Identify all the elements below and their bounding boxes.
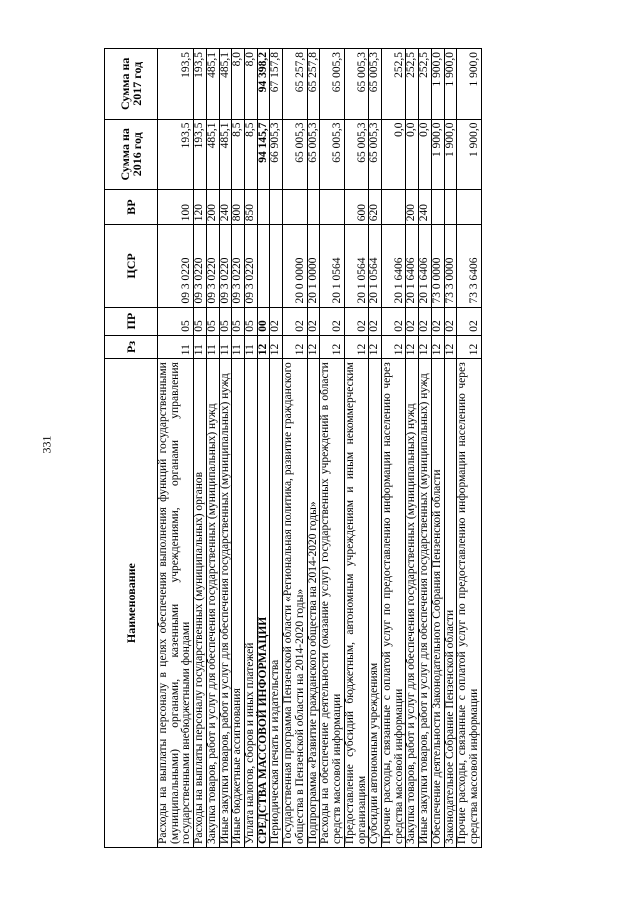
cell-sum-2017: 65 005,3	[320, 49, 344, 120]
table-row	[457, 49, 481, 848]
header-vr: ВР	[105, 190, 158, 225]
cell-csr: 09 3 0220	[245, 225, 258, 307]
cell-pr: 02	[431, 307, 444, 335]
cell-rz: 11	[232, 335, 245, 359]
cell-name: Закупка товаров, работ и услуг для обеспечения государственных (муниципальных) нужд	[206, 359, 219, 848]
table-row	[320, 49, 344, 848]
cell-name: Государственная программа Пензенской области «Региональная политика, развитие гражданского общества в Пензенской области на 2014-2020 годы»	[283, 359, 307, 848]
cell-sum-2017: 485,1	[219, 49, 232, 120]
cell-pr: 02	[320, 307, 344, 335]
table-row	[257, 49, 270, 848]
cell-vr: 600	[344, 190, 368, 225]
cell-csr: 73 3 6406	[457, 225, 481, 307]
cell-sum-2017: 193,5	[194, 49, 207, 120]
cell-csr: 20 1 6406	[381, 225, 405, 307]
cell-vr	[444, 190, 457, 225]
table-row	[283, 49, 307, 848]
cell-pr: 05	[194, 307, 207, 335]
cell-csr: 09 3 0220	[232, 225, 245, 307]
cell-vr: 850	[245, 190, 258, 225]
cell-rz: 12	[381, 335, 405, 359]
cell-name: Обеспечение деятельности Законодательного Собрания Пензенской области	[431, 359, 444, 848]
cell-sum-2016: 193,5	[194, 119, 207, 190]
cell-pr: 02	[344, 307, 368, 335]
table-row	[406, 49, 419, 848]
cell-name: Подпрограмма «Развитие гражданского общества на 2014-2020 годы»	[307, 359, 320, 848]
cell-rz: 11	[219, 335, 232, 359]
cell-vr	[431, 190, 444, 225]
cell-sum-2016: 65 005,3	[307, 119, 320, 190]
page-number: 331	[39, 435, 54, 454]
table-row	[206, 49, 219, 848]
table-row	[232, 49, 245, 848]
cell-sum-2017: 65 005,3	[369, 49, 382, 120]
cell-sum-2016: 0,0	[406, 119, 419, 190]
table-row	[219, 49, 232, 848]
cell-pr: 05	[232, 307, 245, 335]
cell-sum-2016: 0,0	[419, 119, 432, 190]
cell-name: Предоставление субсидий бюджетным, автономным учреждениям и иным некоммерческим организациям	[344, 359, 368, 848]
cell-vr: 240	[419, 190, 432, 225]
cell-name: Уплата налогов, сборов и иных платежей	[245, 359, 258, 848]
cell-sum-2016: 65 005,3	[283, 119, 307, 190]
cell-sum-2017: 67 157,8	[270, 49, 283, 120]
cell-csr: 20 1 6406	[419, 225, 432, 307]
cell-vr: 800	[232, 190, 245, 225]
cell-csr: 73 0 0000	[431, 225, 444, 307]
cell-csr: 20 1 0564	[369, 225, 382, 307]
cell-rz: 12	[307, 335, 320, 359]
cell-pr: 02	[283, 307, 307, 335]
cell-vr: 120	[194, 190, 207, 225]
cell-vr: 200	[406, 190, 419, 225]
cell-sum-2017: 252,5	[419, 49, 432, 120]
cell-rz: 12	[457, 335, 481, 359]
cell-sum-2016: 8,5	[245, 119, 258, 190]
cell-sum-2017: 8,0	[232, 49, 245, 120]
cell-vr: 620	[369, 190, 382, 225]
cell-sum-2017: 65 257,8	[283, 49, 307, 120]
cell-rz: 11	[158, 335, 194, 359]
cell-pr: 02	[307, 307, 320, 335]
header-csr: ЦСР	[105, 225, 158, 307]
cell-csr: 20 1 0564	[320, 225, 344, 307]
cell-name: Субсидии автономным учреждениям	[369, 359, 382, 848]
cell-vr	[257, 190, 270, 225]
table-row	[369, 49, 382, 848]
cell-sum-2016: 0,0	[381, 119, 405, 190]
cell-sum-2017: 94 398,2	[257, 49, 270, 120]
cell-rz: 12	[320, 335, 344, 359]
cell-rz: 11	[206, 335, 219, 359]
table-row	[431, 49, 444, 848]
cell-pr: 02	[444, 307, 457, 335]
cell-pr: 02	[270, 307, 283, 335]
cell-rz: 12	[283, 335, 307, 359]
cell-csr: 09 3 0220	[206, 225, 219, 307]
cell-csr: 73 3 0000	[444, 225, 457, 307]
cell-pr: 02	[457, 307, 481, 335]
cell-sum-2016: 1 900,0	[457, 119, 481, 190]
cell-sum-2016: 65 005,3	[344, 119, 368, 190]
header-pr: ПР	[105, 307, 158, 335]
table-body	[158, 49, 482, 848]
table-row	[307, 49, 320, 848]
cell-vr: 200	[206, 190, 219, 225]
cell-sum-2016: 8,5	[232, 119, 245, 190]
cell-rz: 12	[369, 335, 382, 359]
cell-rz: 12	[406, 335, 419, 359]
cell-sum-2017: 1 900,0	[457, 49, 481, 120]
header-sum-2017: Сумма на 2017 год	[105, 49, 158, 120]
cell-pr: 02	[381, 307, 405, 335]
budget-table	[104, 48, 482, 848]
cell-name: Расходы на обеспечение деятельности (оказание услуг) государственных учреждений в области средств массовой информации	[320, 359, 344, 848]
cell-csr: 20 1 0000	[307, 225, 320, 307]
cell-name: Иные бюджетные ассигнования	[232, 359, 245, 848]
cell-name: Прочие расходы, связанные с оплатой услуг по предоставлению информации населению через средства массовой информации	[457, 359, 481, 848]
cell-csr: 20 0 0000	[283, 225, 307, 307]
cell-sum-2016: 65 005,3	[320, 119, 344, 190]
cell-csr	[257, 225, 270, 307]
cell-sum-2017: 485,1	[206, 49, 219, 120]
cell-sum-2017: 8,0	[245, 49, 258, 120]
cell-pr: 05	[245, 307, 258, 335]
cell-rz: 11	[245, 335, 258, 359]
rotated-page-content	[104, 48, 566, 848]
cell-rz: 11	[194, 335, 207, 359]
cell-vr	[320, 190, 344, 225]
cell-name: Иные закупки товаров, работ и услуг для обеспечения государственных (муниципальных) нужд	[419, 359, 432, 848]
cell-rz: 12	[344, 335, 368, 359]
cell-rz: 12	[257, 335, 270, 359]
table-row	[444, 49, 457, 848]
cell-name: Закупка товаров, работ и услуг для обеспечения государственных (муниципальных) нужд	[406, 359, 419, 848]
cell-pr: 05	[206, 307, 219, 335]
cell-vr	[307, 190, 320, 225]
table-row	[344, 49, 368, 848]
cell-csr: 09 3 0220	[219, 225, 232, 307]
table-row	[381, 49, 405, 848]
table-header-row	[105, 49, 158, 848]
table-row	[158, 49, 194, 848]
cell-pr: 02	[369, 307, 382, 335]
cell-sum-2016: 193,5	[158, 119, 194, 190]
header-name: Наименование	[105, 359, 158, 848]
cell-sum-2017: 65 005,3	[344, 49, 368, 120]
cell-name: Расходы на выплаты персоналу государственных (муниципальных) органов	[194, 359, 207, 848]
cell-vr	[381, 190, 405, 225]
cell-sum-2016: 485,1	[219, 119, 232, 190]
cell-csr: 20 1 0564	[344, 225, 368, 307]
cell-csr: 09 3 0220	[194, 225, 207, 307]
cell-sum-2017: 1 900,0	[431, 49, 444, 120]
cell-sum-2017: 252,5	[406, 49, 419, 120]
cell-pr: 00	[257, 307, 270, 335]
cell-name: СРЕДСТВА МАССОВОЙ ИНФОРМАЦИИ	[257, 359, 270, 848]
cell-csr	[270, 225, 283, 307]
table-row	[419, 49, 432, 848]
cell-sum-2016: 485,1	[206, 119, 219, 190]
cell-sum-2017: 252,5	[381, 49, 405, 120]
table-row	[245, 49, 258, 848]
cell-pr: 02	[419, 307, 432, 335]
cell-sum-2016: 94 145,7	[257, 119, 270, 190]
cell-pr: 05	[219, 307, 232, 335]
cell-vr: 100	[158, 190, 194, 225]
cell-name: Прочие расходы, связанные с оплатой услуг по предоставлению информации населению через средства массовой информации	[381, 359, 405, 848]
cell-csr: 09 3 0220	[158, 225, 194, 307]
cell-pr: 05	[158, 307, 194, 335]
cell-rz: 12	[444, 335, 457, 359]
cell-pr: 02	[406, 307, 419, 335]
table-row	[270, 49, 283, 848]
cell-name: Законодательное Собрание Пензенской области	[444, 359, 457, 848]
cell-sum-2016: 66 905,3	[270, 119, 283, 190]
cell-vr	[457, 190, 481, 225]
cell-sum-2017: 65 257,8	[307, 49, 320, 120]
cell-csr: 20 1 6406	[406, 225, 419, 307]
cell-sum-2016: 1 900,0	[431, 119, 444, 190]
cell-rz: 12	[419, 335, 432, 359]
cell-sum-2016: 1 900,0	[444, 119, 457, 190]
cell-sum-2017: 1 900,0	[444, 49, 457, 120]
cell-sum-2017: 193,5	[158, 49, 194, 120]
cell-rz: 12	[270, 335, 283, 359]
cell-name: Иные закупки товаров, работ и услуг для обеспечения государственных (муниципальных) нужд	[219, 359, 232, 848]
header-sum-2016: Сумма на 2016 год	[105, 119, 158, 190]
cell-name: Периодическая печать и издательства	[270, 359, 283, 848]
cell-vr	[283, 190, 307, 225]
cell-rz: 12	[431, 335, 444, 359]
cell-name: Расходы на выплаты персоналу в целях обеспечения выполнения функций государственными (муниципальными) органами, казенными учреждениями, органами управления государственными внебюджетными фондами	[158, 359, 194, 848]
cell-sum-2016: 65 005,3	[369, 119, 382, 190]
header-rz: Рз	[105, 335, 158, 359]
cell-vr: 240	[219, 190, 232, 225]
table-row	[194, 49, 207, 848]
cell-vr	[270, 190, 283, 225]
